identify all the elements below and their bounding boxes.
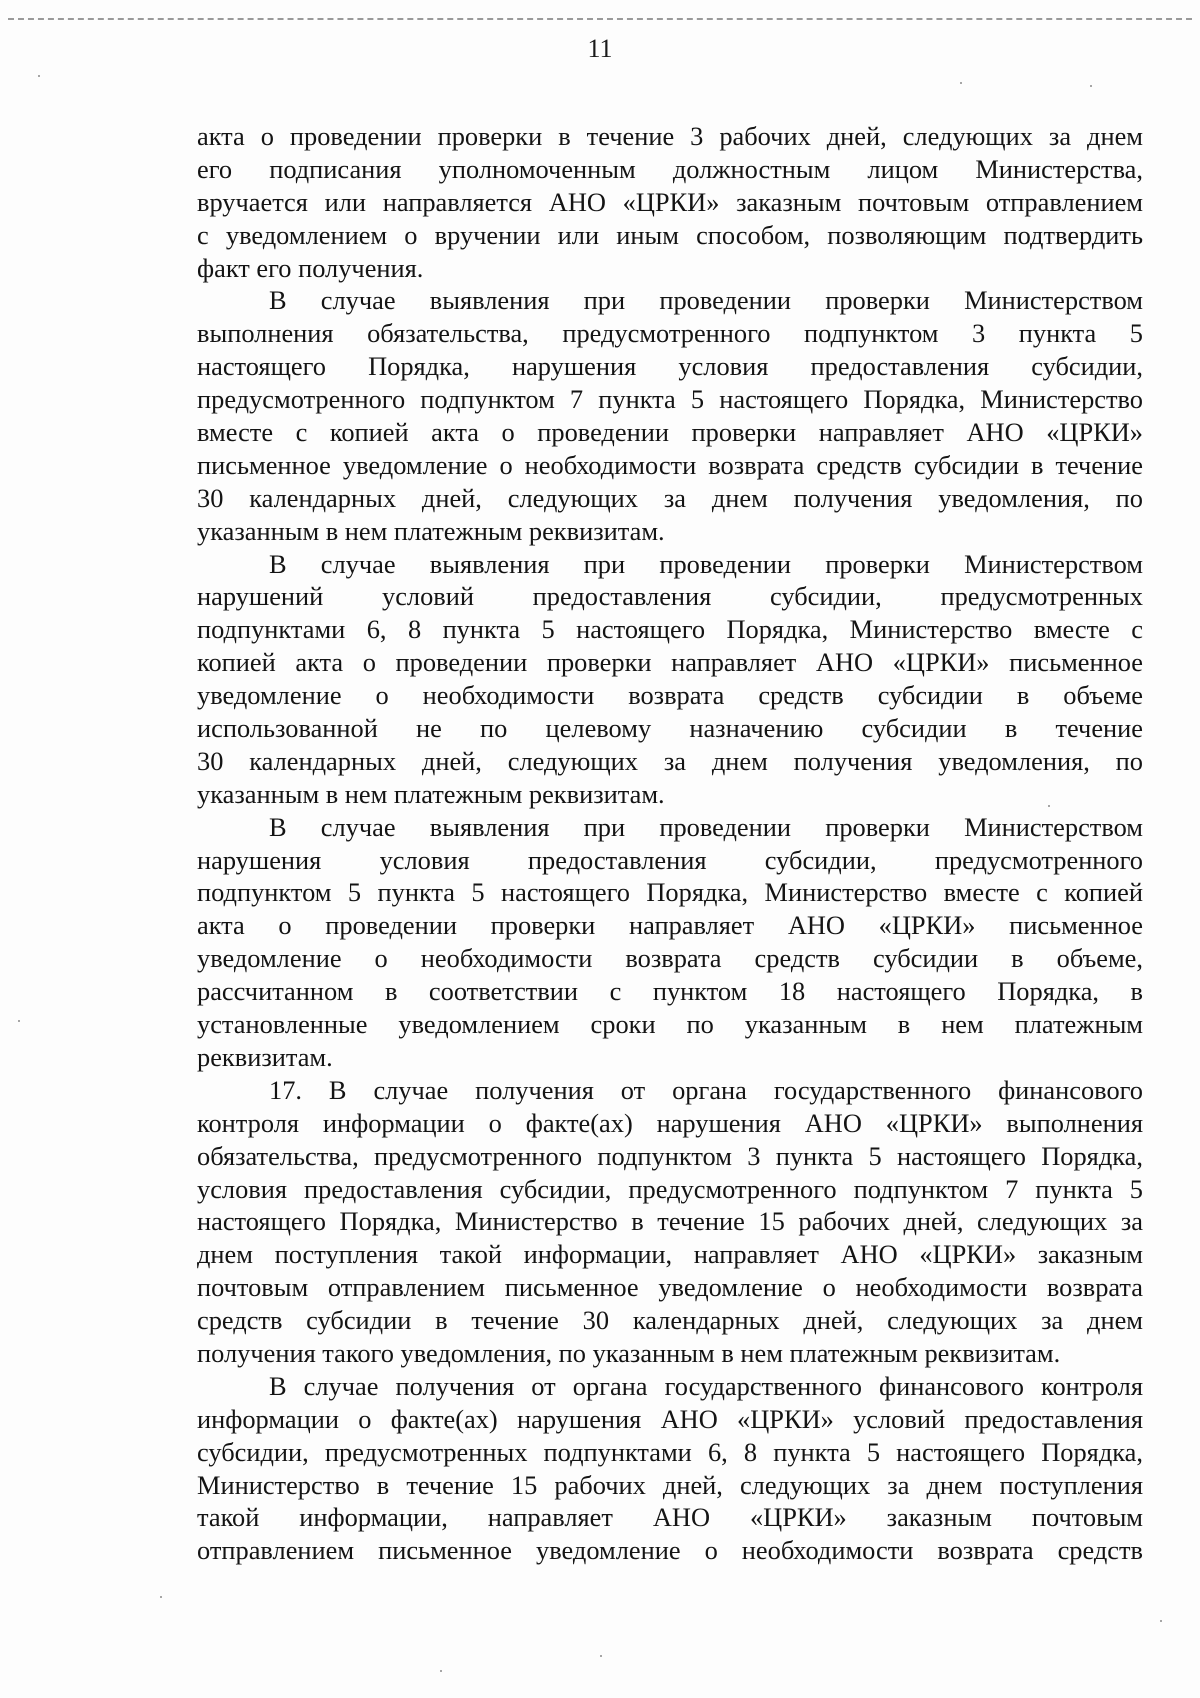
text-line: обязательства, предусмотренного подпунктом 3 пункта 5 настоящего Порядка,: [197, 1140, 1143, 1171]
text-line: В случае выявления при проведении проверки Министерством: [269, 548, 1143, 579]
text-line: контроля информации о факте(ах) нарушения АНО «ЦРКИ» выполнения: [197, 1107, 1143, 1138]
text-line: 30 календарных дней, следующих за днем получения уведомления, по: [197, 745, 1143, 776]
page-number: 11: [587, 34, 613, 63]
scan-speck: [160, 1596, 162, 1598]
text-line: 30 календарных дней, следующих за днем получения уведомления, по: [197, 482, 1143, 513]
text-line: использованной не по целевому назначению субсидии в течение: [197, 713, 1143, 744]
text-line: с уведомлением о вручении или иным способом, позволяющим подтвердить: [197, 219, 1143, 250]
text-line: отправлением письменное уведомление о необходимости возврата средств: [197, 1535, 1143, 1566]
paragraph: [197, 284, 1143, 547]
scan-speck: [18, 1020, 20, 1022]
text-line: уведомление о необходимости возврата средств субсидии в объеме: [197, 680, 1143, 711]
text-line: установленные уведомлением сроки по указанным в нем платежным: [197, 1009, 1143, 1040]
text-line: Министерство в течение 15 рабочих дней, следующих за днем поступления: [197, 1469, 1143, 1500]
paragraph-item-17: [197, 1074, 1143, 1370]
document-body: [197, 120, 1143, 1567]
text-line: подпунктом 5 пункта 5 настоящего Порядка, Министерство вместе с копией: [197, 877, 1143, 908]
text-line: уведомление о необходимости возврата средств субсидии в объеме,: [197, 943, 1143, 974]
scan-speck: [38, 75, 40, 77]
scan-speck: [1160, 1620, 1162, 1622]
text-line: акта о проведении проверки в течение 3 рабочих дней, следующих за днем: [197, 121, 1143, 151]
text-line: получения такого уведомления, по указанным в нем платежным реквизитам.: [197, 1337, 1061, 1368]
text-line: В случае выявления при проведении проверки Министерством: [269, 811, 1143, 842]
text-line: такой информации, направляет АНО «ЦРКИ» заказным почтовым: [197, 1502, 1143, 1533]
text-line: вручается или направляется АНО «ЦРКИ» заказным почтовым отправлением: [197, 186, 1143, 217]
text-line: вместе с копией акта о проведении проверки направляет АНО «ЦРКИ»: [197, 417, 1143, 448]
text-line: предусмотренного подпунктом 7 пункта 5 настоящего Порядка, Министерство: [197, 384, 1143, 415]
scan-speck: [440, 1670, 442, 1672]
text-line: настоящего Порядка, нарушения условия предоставления субсидии,: [197, 351, 1143, 382]
text-line: нарушения условия предоставления субсидии, предусмотренного: [197, 844, 1143, 875]
text-line: акта о проведении проверки направляет АНО «ЦРКИ» письменное: [197, 910, 1143, 941]
text-line: факт его получения.: [197, 252, 424, 283]
paragraph: [197, 811, 1143, 1074]
scan-speck: [960, 82, 962, 84]
text-line: условия предоставления субсидии, предусмотренного подпунктом 7 пункта 5: [197, 1173, 1143, 1204]
paragraph: [197, 1370, 1143, 1567]
text-line: средств субсидии в течение 30 календарных дней, следующих за днем: [197, 1305, 1143, 1336]
text-line: реквизитам.: [197, 1041, 333, 1072]
scan-speck: [1090, 85, 1092, 87]
scan-top-edge: [8, 18, 1192, 20]
text-line: нарушений условий предоставления субсидии, предусмотренных: [197, 581, 1143, 612]
text-line: 17. В случае получения от органа государственного финансового: [269, 1074, 1143, 1105]
text-line: копией акта о проведении проверки направляет АНО «ЦРКИ» письменное: [197, 647, 1143, 678]
text-line: указанным в нем платежным реквизитам.: [197, 515, 665, 546]
text-line: указанным в нем платежным реквизитам.: [197, 778, 665, 809]
scan-speck: [1048, 805, 1050, 807]
text-line: В случае получения от органа государственного финансового контроля: [269, 1370, 1143, 1401]
text-line: днем поступления такой информации, направляет АНО «ЦРКИ» заказным: [197, 1239, 1143, 1270]
text-line: настоящего Порядка, Министерство в течение 15 рабочих дней, следующих за: [197, 1206, 1143, 1237]
text-line: подпунктами 6, 8 пункта 5 настоящего Порядка, Министерство вместе с: [197, 614, 1143, 645]
text-line: выполнения обязательства, предусмотренного подпунктом 3 пункта 5: [197, 318, 1143, 349]
text-line: В случае выявления при проведении проверки Министерством: [269, 285, 1143, 316]
text-line: почтовым отправлением письменное уведомление о необходимости возврата: [197, 1272, 1143, 1303]
paragraph: [197, 120, 1143, 284]
scan-speck: [600, 1655, 602, 1657]
paragraph: [197, 548, 1143, 811]
text-line: рассчитанном в соответствии с пунктом 18 настоящего Порядка, в: [197, 976, 1143, 1007]
text-line: субсидии, предусмотренных подпунктами 6, 8 пункта 5 настоящего Порядка,: [197, 1436, 1143, 1467]
text-line: его подписания уполномоченным должностным лицом Министерства,: [197, 153, 1143, 184]
text-line: письменное уведомление о необходимости возврата средств субсидии в течение: [197, 449, 1143, 480]
text-line: информации о факте(ах) нарушения АНО «ЦРКИ» условий предоставления: [197, 1403, 1143, 1434]
